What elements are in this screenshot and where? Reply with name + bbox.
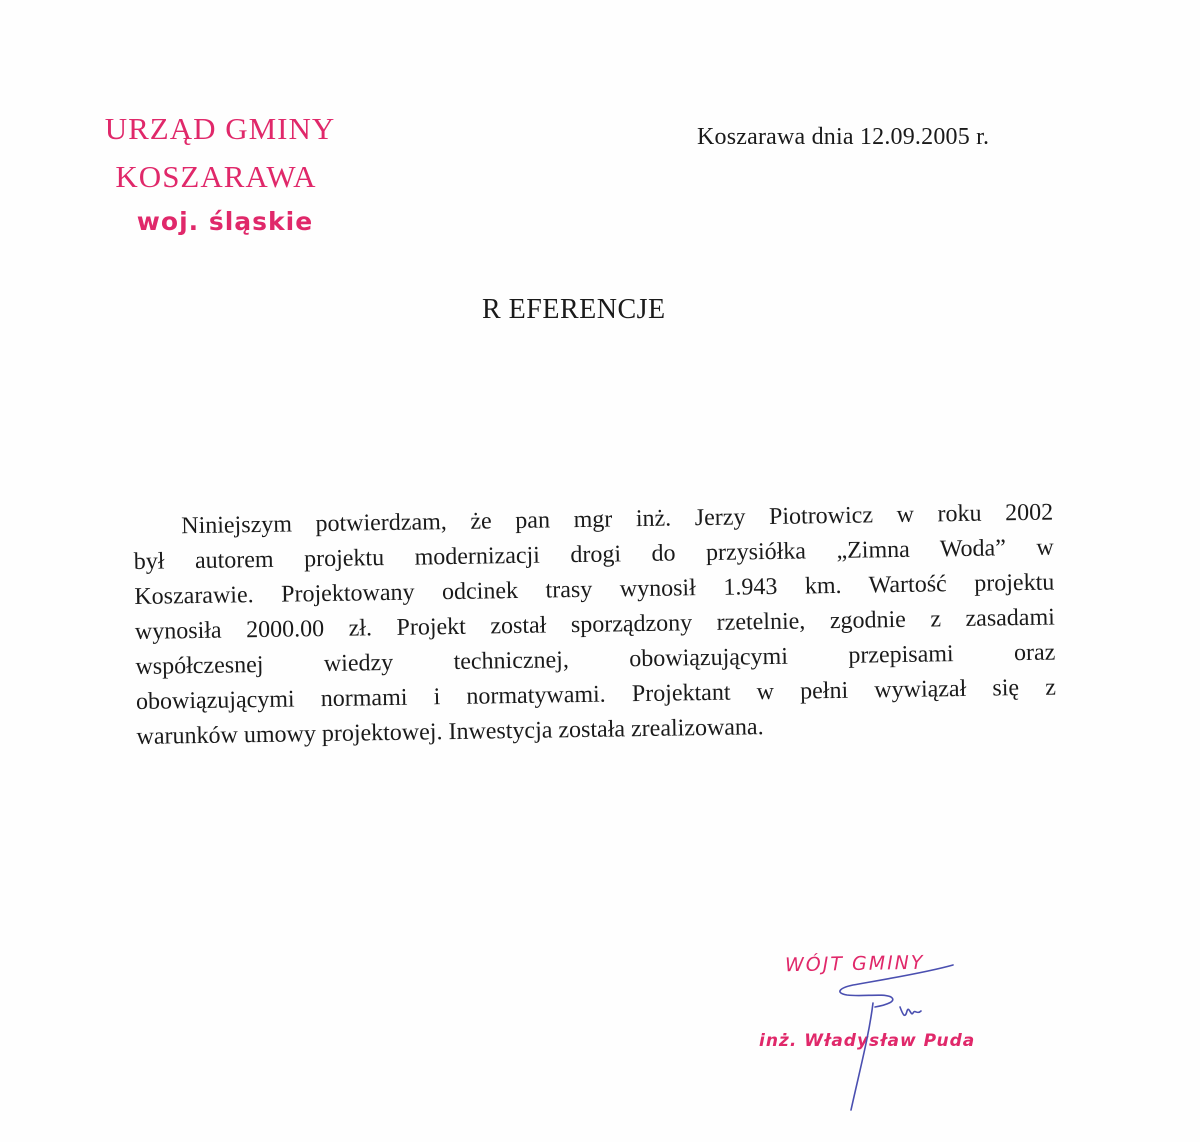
signature-stamp-name: inż. Władysław Puda [759,1031,976,1051]
body-line-7: warunków umowy projektowej. Inwestycja została zrealizowana. [136,714,764,750]
date-line: Koszarawa dnia 12.09.2005 r. [697,124,990,150]
stamp-line-municipality: KOSZARAWA [115,159,317,194]
stamp-line-voivodeship: woj. śląskie [136,207,314,236]
signature-block [755,945,995,1115]
handwritten-signature [755,945,995,1115]
signature-stamp-title: WÓJT GMINY [784,951,925,977]
stamp-line-office: URZĄD GMINY [104,111,336,146]
body-paragraph [133,496,1057,755]
body-line-5: współczesnej wiedzy technicznej, obowiązującymi przepisami oraz [135,639,1056,680]
document-title: R EFERENCJE [482,294,666,325]
body-line-3: Koszarawie. Projektowany odcinek trasy wynosił 1.943 km. Wartość projektu [134,569,1055,610]
body-line-4: wynosiła 2000.00 zł. Projekt został sporządzony rzetelnie, zgodnie z zasadami [134,604,1056,645]
office-stamp [70,105,370,243]
body-line-2: był autorem projektu modernizacji drogi do przysiółka „Zimna Woda” w [133,534,1054,575]
body-line-6: obowiązującymi normami i normatywami. Projektant w pełni wywiązał się z [135,674,1057,715]
body-line-1: Niniejszym potwierdzam, że pan mgr inż. Jerzy Piotrowicz w roku 2002 [181,499,1054,540]
